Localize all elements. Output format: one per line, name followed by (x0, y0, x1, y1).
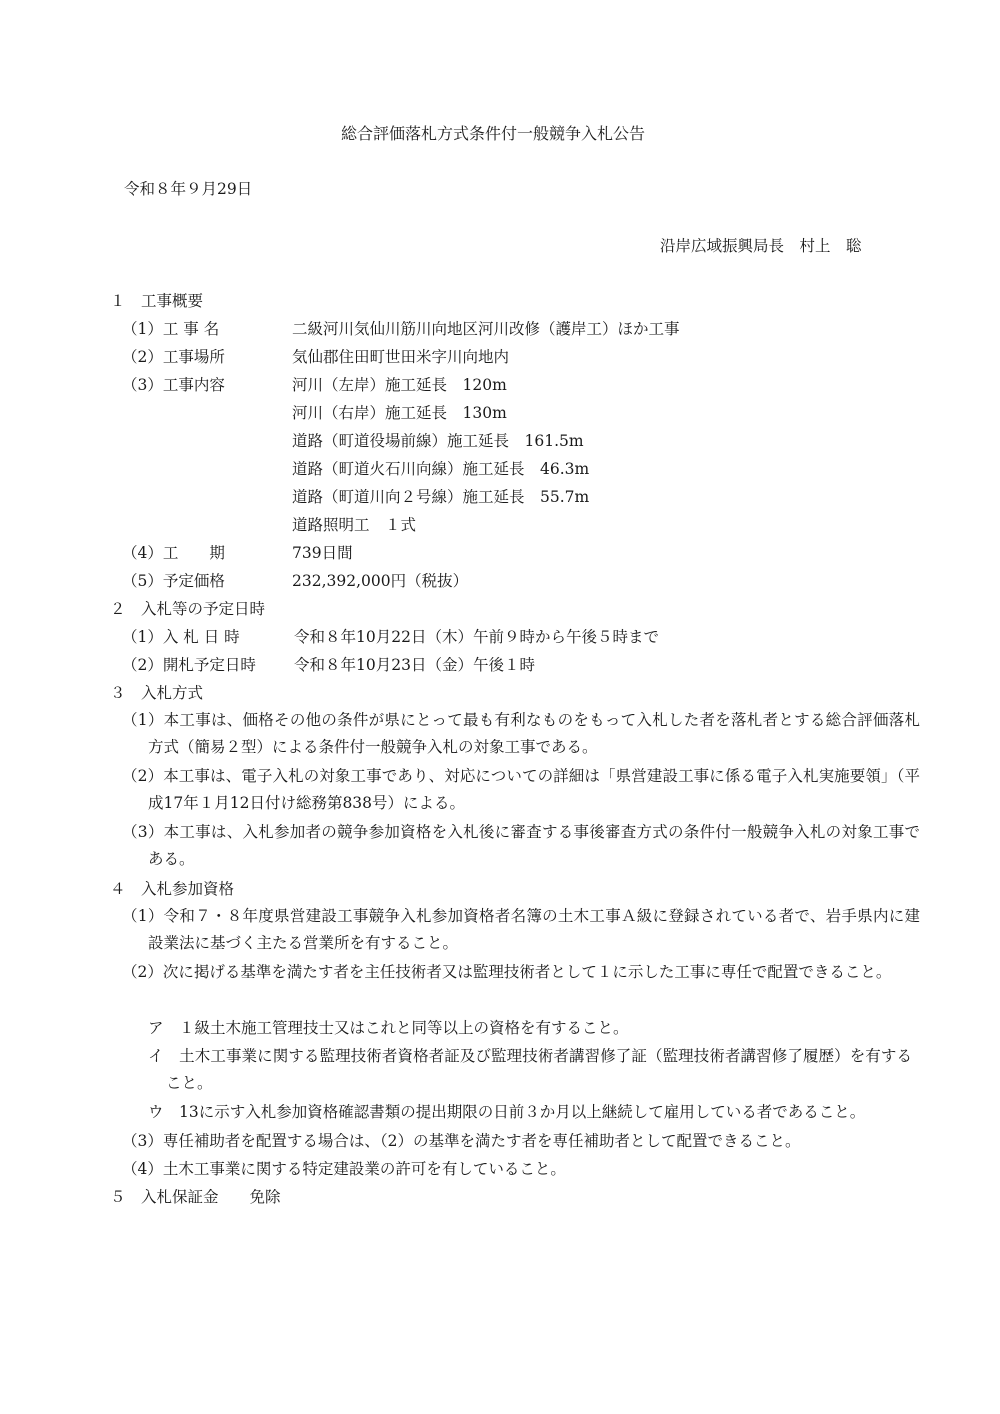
work-content-line: 道路（町道川向２号線）施工延長 55.7m (292, 488, 590, 506)
work-name-label: （1）工 事 名 (122, 320, 220, 338)
qualification-subitem: ウ 13に示す入札参加資格確認書類の提出期限の日前３か月以上継続して雇用している者であること。 (148, 1103, 866, 1121)
qualification-item: （2）次に掲げる基準を満たす者を主任技術者又は監理技術者として１に示した工事に専任で配置できること。 (122, 963, 892, 981)
qualification-item: （4）土木工事業に関する特定建設業の許可を有していること。 (122, 1160, 566, 1178)
section-5-heading: ５ 入札保証金 免除 (110, 1188, 281, 1206)
section-3-heading: ３ 入札方式 (110, 684, 204, 702)
bid-method-item: （2）本工事は、電子入札の対象工事であり、対応についての詳細は「県営建設工事に係る電子入札実施要領」（平成17年１月12日付け総務第838号）による。 (122, 767, 920, 812)
bid-method-item: （1）本工事は、価格その他の条件が県にとって最も有利なものをもって入札した者を落札者とする総合評価落札方式（簡易２型）による条件付一般競争入札の対象工事である。 (122, 711, 920, 756)
qualification-item: （3）専任補助者を配置する場合は、（2）の基準を満たす者を専任補助者として配置できること。 (122, 1132, 801, 1150)
issuer: 沿岸広域振興局長 村上 聡 (660, 237, 862, 255)
work-content-label: （3）工事内容 (122, 376, 225, 394)
notice-date: 令和８年９月29日 (124, 180, 253, 198)
work-period-value: 739日間 (292, 544, 353, 562)
section-4-heading: ４ 入札参加資格 (110, 880, 235, 898)
work-content-line: 道路（町道火石川向線）施工延長 46.3m (292, 460, 590, 478)
work-content-line: 河川（左岸）施工延長 120m (292, 376, 507, 394)
work-content-line: 道路（町道役場前線）施工延長 161.5m (292, 432, 584, 450)
work-content-line: 道路照明工 １式 (292, 516, 417, 534)
document-title: 総合評価落札方式条件付一般競争入札公告 (341, 124, 646, 143)
opening-datetime-label: （2）開札予定日時 (122, 656, 256, 674)
qualification-item: （1）令和７・８年度県営建設工事競争入札参加資格者名簿の土木工事Ａ級に登録されている者で、岩手県内に建設業法に基づく主たる営業所を有すること。 (122, 907, 920, 952)
planned-price-value: 232,392,000円（税抜） (292, 572, 469, 590)
work-place-label: （2）工事場所 (122, 348, 225, 366)
planned-price-label: （5）予定価格 (122, 572, 225, 590)
bid-datetime-value: 令和８年10月22日（木）午前９時から午後５時まで (294, 628, 659, 646)
work-period-label: （4）工 期 (122, 544, 225, 562)
opening-datetime-value: 令和８年10月23日（金）午後１時 (294, 656, 535, 674)
qualification-subitem: イ 土木工事業に関する監理技術者資格者証及び監理技術者講習修了証（監理技術者講習修了履歴）を有すること。 (148, 1047, 912, 1092)
bid-datetime-label: （1）入 札 日 時 (122, 628, 240, 646)
work-content-line: 河川（右岸）施工延長 130m (292, 404, 507, 422)
bid-method-item: （3）本工事は、入札参加者の競争参加資格を入札後に審査する事後審査方式の条件付一般競争入札の対象工事である。 (122, 823, 920, 868)
work-place-value: 気仙郡住田町世田米字川向地内 (292, 348, 510, 366)
section-2-heading: ２ 入札等の予定日時 (110, 600, 266, 618)
section-1-heading: １ 工事概要 (110, 292, 204, 310)
qualification-subitem: ア １級土木施工管理技士又はこれと同等以上の資格を有すること。 (148, 1019, 629, 1037)
work-name-value: 二級河川気仙川筋川向地区河川改修（護岸工）ほか工事 (292, 320, 680, 338)
